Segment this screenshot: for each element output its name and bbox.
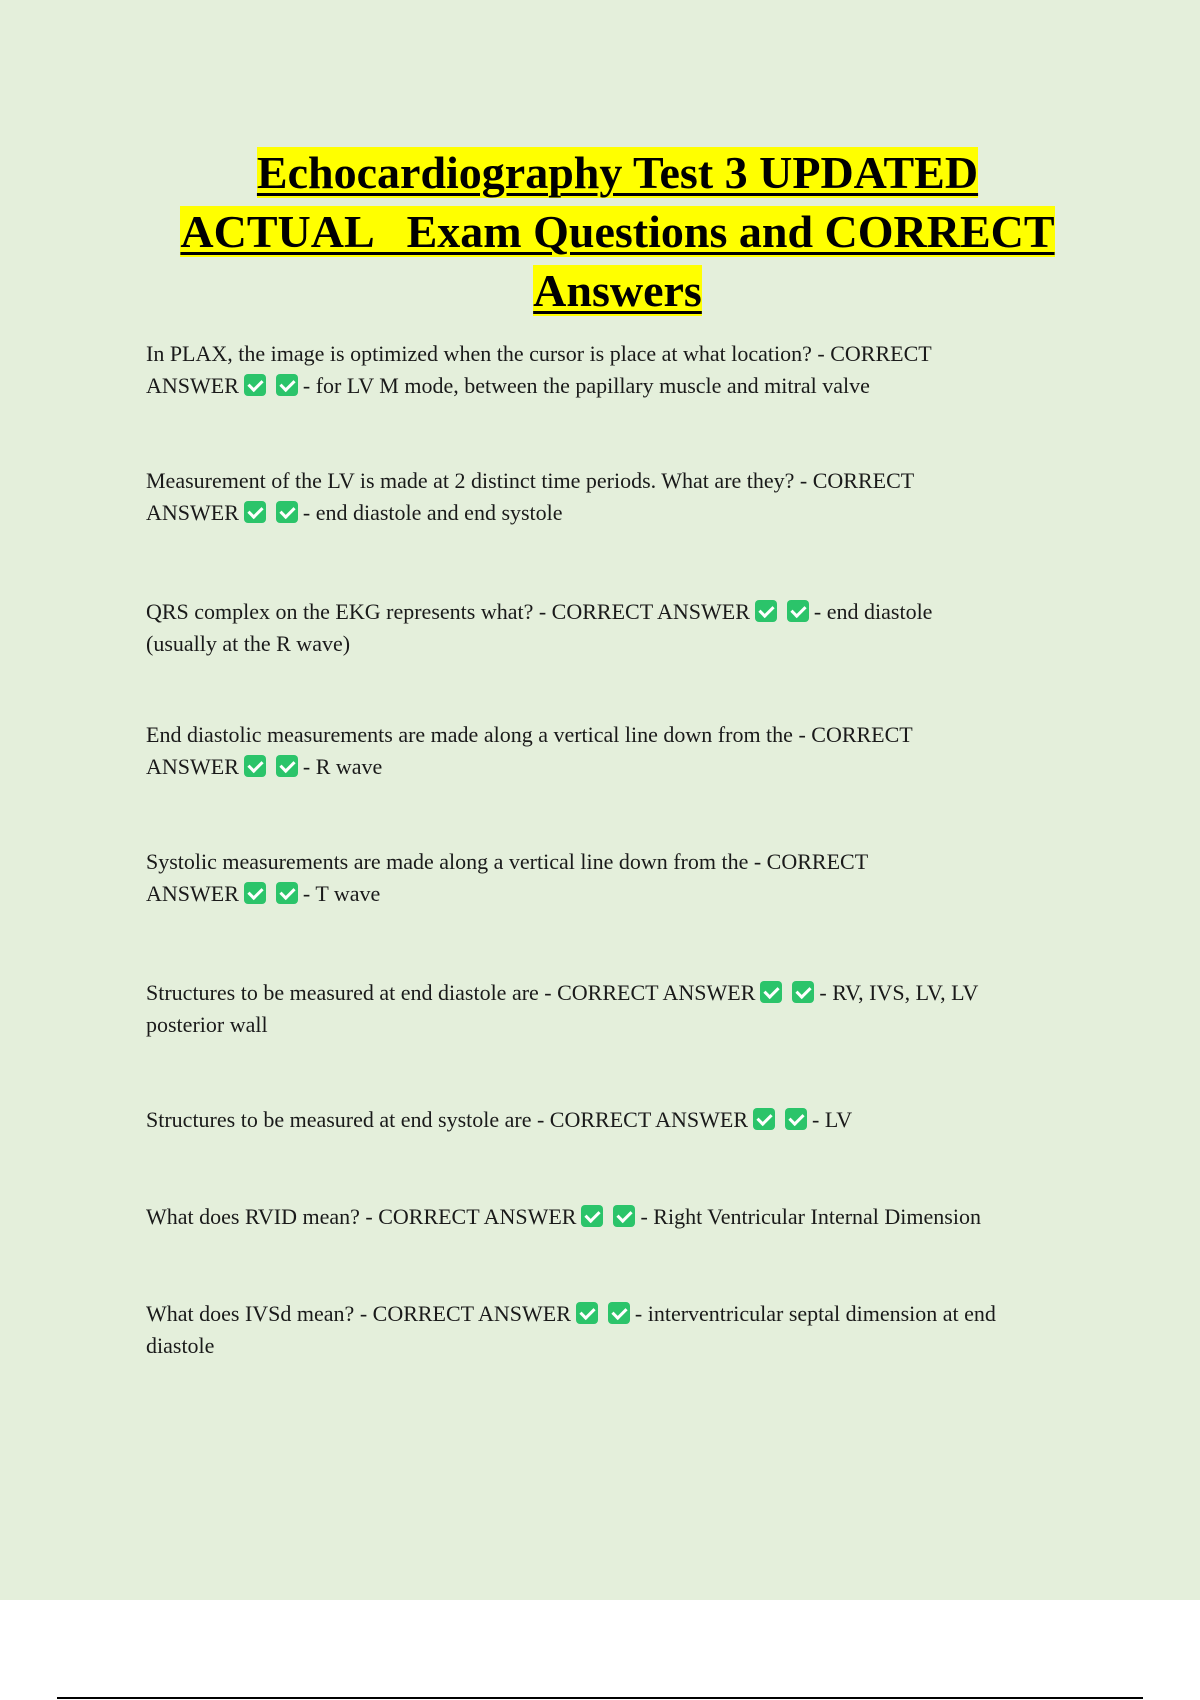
check-mark-icon [613,1205,635,1227]
title-line-1: Echocardiography Test 3 UPDATED [256,147,979,198]
answer-label: ANSWER [146,881,239,906]
question-text: QRS complex on the EKG represents what? - CORRECT ANSWER [146,599,750,624]
answer-text: - LV [812,1107,853,1132]
check-mark-icon [276,755,298,777]
question-text: Systolic measurements are made along a vertical line down from the - CORRECT [146,849,869,874]
check-mark-icon [276,501,298,523]
answer-label: ANSWER [146,754,239,779]
check-mark-icon [753,1108,775,1130]
qa-item-2 [146,465,1086,529]
check-mark-icon [244,882,266,904]
qa-item-7 [146,1104,1086,1136]
question-text: What does IVSd mean? - CORRECT ANSWER [146,1301,571,1326]
answer-label: ANSWER [146,500,239,525]
answer-label: ANSWER [146,373,239,398]
check-mark-icon [276,882,298,904]
check-mark-icon [244,501,266,523]
check-mark-icon [787,600,809,622]
answer-text: - end diastole and end systole [302,500,563,525]
question-text: In PLAX, the image is optimized when the cursor is place at what location? - CORRECT [146,341,932,366]
qa-item-4 [146,719,1086,783]
answer-text: - interventricular septal dimension at end [634,1301,996,1326]
answer-text: - RV, IVS, LV, LV [819,980,979,1005]
qa-item-6 [146,977,1086,1041]
check-mark-icon [608,1302,630,1324]
question-text: What does RVID mean? - CORRECT ANSWER [146,1204,577,1229]
check-mark-icon [244,374,266,396]
qa-item-5 [146,846,1086,910]
qa-item-1 [146,338,1086,402]
title-line-3: Answers [533,265,702,316]
check-mark-icon [785,1108,807,1130]
answer-text: - Right Ventricular Internal Dimension [640,1204,981,1229]
answer-text: - R wave [302,754,383,779]
answer-text-continued: posterior wall [146,1012,268,1037]
question-text: Measurement of the LV is made at 2 distinct time periods. What are they? - CORRECT [146,468,915,493]
answer-text-continued: (usually at the R wave) [146,631,351,656]
check-mark-icon [244,755,266,777]
check-mark-icon [792,981,814,1003]
footer-divider [57,1697,1143,1699]
answer-text: - end diastole [813,599,933,624]
answer-text: - for LV M mode, between the papillary muscle and mitral valve [302,373,870,398]
question-text: End diastolic measurements are made along a vertical line down from the - CORRECT [146,722,913,747]
check-mark-icon [576,1302,598,1324]
question-text: Structures to be measured at end systole are - CORRECT ANSWER [146,1107,749,1132]
answer-text-continued: diastole [146,1333,215,1358]
answer-text: - T wave [302,881,381,906]
qa-item-9 [146,1298,1086,1362]
check-mark-icon [760,981,782,1003]
check-mark-icon [276,374,298,396]
qa-item-3 [146,596,1086,660]
qa-item-8 [146,1201,1086,1233]
check-mark-icon [755,600,777,622]
document-title [140,143,1095,320]
check-mark-icon [581,1205,603,1227]
title-line-2: ACTUAL Exam Questions and CORRECT [180,206,1055,257]
question-text: Structures to be measured at end diastole are - CORRECT ANSWER [146,980,756,1005]
